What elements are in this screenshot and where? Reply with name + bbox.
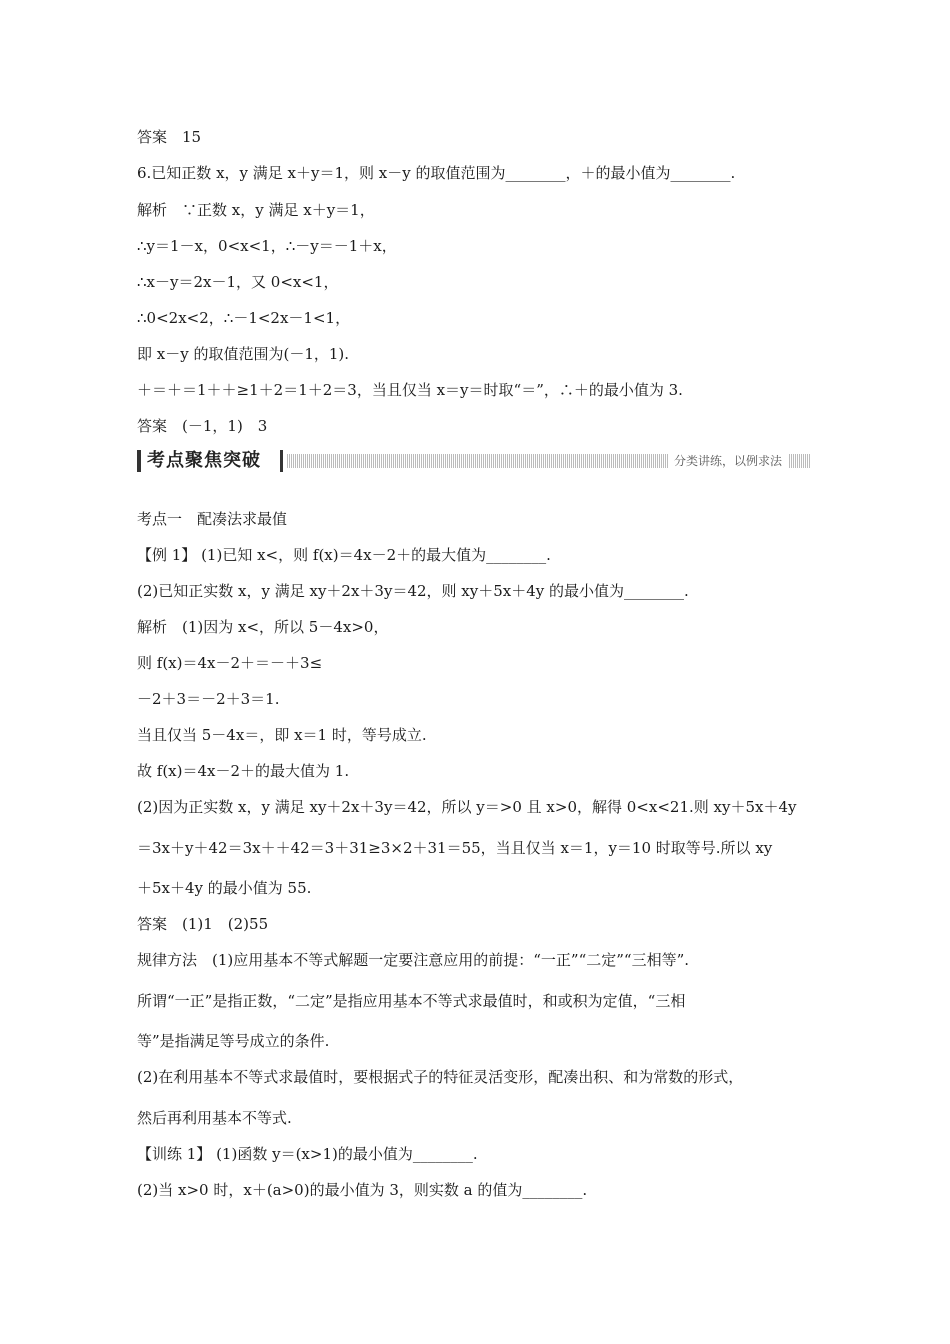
example-1-part-2: (2)已知正实数 x，y 满足 xy＋2x＋3y＝42，则 xy＋5x＋4y 的最小值为________. xyxy=(137,582,689,600)
banner-bar-left xyxy=(137,450,141,472)
solution-line: ∴0<2x<2，∴－1<2x－1<1， xyxy=(137,309,351,327)
solution-line: 则 f(x)＝4x－2＋＝－＋3≤ xyxy=(137,654,323,672)
solution-line: ＝3x＋y＋42＝3x＋＋42＝3＋31≥3×2＋31＝55，当且仅当 x＝1，y＝10 时取等号.所以 xy xyxy=(137,839,773,857)
example-1-part-1: 【例 1】 (1)已知 x<，则 f(x)＝4x－2＋的最大值为________. xyxy=(137,546,551,564)
method-line: 然后再利用基本不等式. xyxy=(137,1109,292,1127)
solution-line: (2)因为正实数 x，y 满足 xy＋2x＋3y＝42，所以 y＝>0 且 x>0，解得 0<x<21.则 xy＋5x＋4y xyxy=(137,798,797,816)
solution-line: 解析 ∵正数 x，y 满足 x＋y＝1， xyxy=(137,201,375,219)
solution-line: ＋＝＋＝1＋＋≥1＋2＝1＋2＝3，当且仅当 x＝y＝时取“＝”，∴＋的最小值为 3. xyxy=(137,381,683,399)
answer-line: 答案 (－1，1) 3 xyxy=(137,417,268,435)
method-line: 等”是指满足等号成立的条件. xyxy=(137,1032,330,1050)
exercise-1-part-2: (2)当 x>0 时，x＋(a>0)的最小值为 3，则实数 a 的值为________. xyxy=(137,1181,588,1199)
solution-line: ∴y＝1－x，0<x<1，∴－y＝－1＋x， xyxy=(137,237,397,255)
exercise-1-part-1: 【训练 1】 (1)函数 y＝(x>1)的最小值为________. xyxy=(137,1145,478,1163)
banner-bar-right xyxy=(280,450,283,472)
solution-line: －2＋3＝－2＋3＝1. xyxy=(137,690,280,708)
solution-line: ∴x－y＝2x－1，又 0<x<1， xyxy=(137,273,339,291)
solution-line: 当且仅当 5－4x＝，即 x＝1 时，等号成立. xyxy=(137,726,427,744)
method-line: (2)在利用基本不等式求最值时，要根据式子的特征灵活变形，配凑出积、和为常数的形式， xyxy=(137,1068,744,1086)
section-title: 考点聚焦突破 xyxy=(147,450,261,471)
answer-15: 答案 15 xyxy=(137,128,202,146)
question-6: 6.已知正数 x，y 满足 x＋y＝1，则 x－y 的取值范围为________，＋的最小值为________. xyxy=(137,164,736,182)
section-subtitle: 分类讲练，以例求法 xyxy=(668,452,788,470)
method-line: 规律方法 (1)应用基本不等式解题一定要注意应用的前提：“一正”“二定”“三相等”. xyxy=(137,951,690,969)
solution-line: 解析 (1)因为 x<，所以 5－4x>0， xyxy=(137,618,389,636)
topic-heading: 考点一 配凑法求最值 xyxy=(137,510,288,528)
section-banner xyxy=(137,450,810,472)
method-line: 所谓“一正”是指正数，“二定”是指应用基本不等式求最值时，和或积为定值，“三相 xyxy=(137,992,686,1010)
answer-line: 答案 (1)1 (2)55 xyxy=(137,915,269,933)
solution-line: ＋5x＋4y 的最小值为 55. xyxy=(137,879,312,897)
solution-line: 故 f(x)＝4x－2＋的最大值为 1. xyxy=(137,762,350,780)
solution-line: 即 x－y 的取值范围为(－1，1). xyxy=(137,345,350,363)
